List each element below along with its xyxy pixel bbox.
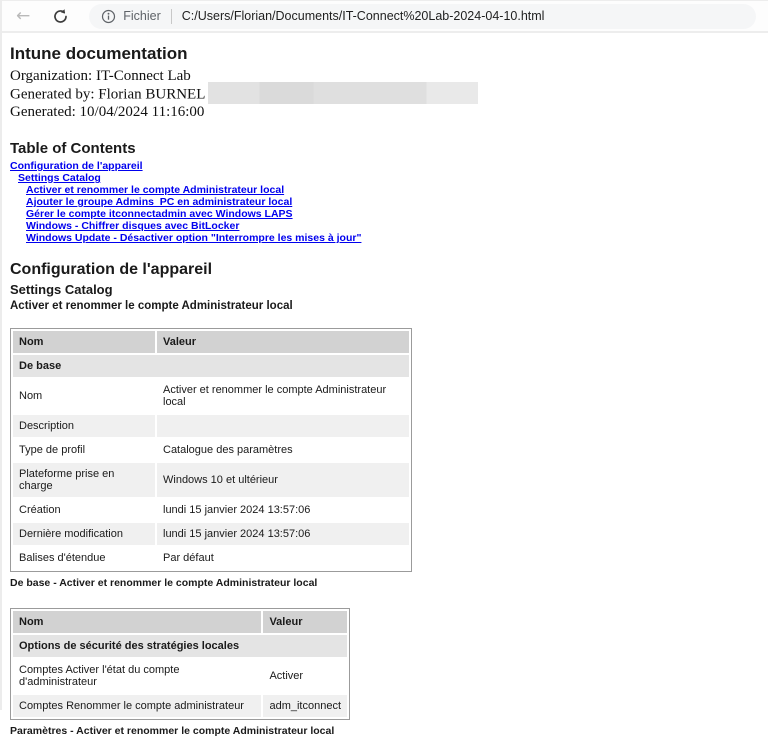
section-heading: Configuration de l'appareil bbox=[10, 261, 213, 278]
table-caption: De base - Activer et renommer le compte Administrateur local bbox=[10, 577, 318, 589]
generated-date-line: Generated: 10/04/2024 11:16:00 bbox=[10, 103, 205, 120]
toc-link[interactable]: Configuration de l'appareil bbox=[10, 160, 143, 172]
redacted-blur bbox=[208, 82, 478, 104]
toc-list bbox=[10, 160, 754, 244]
browser-toolbar bbox=[0, 0, 768, 33]
window-edge bbox=[0, 0, 2, 710]
table-row bbox=[13, 415, 409, 437]
table-cell: Valeur bbox=[263, 611, 347, 633]
table-cell: Activer et renommer le compte Administrateur local bbox=[157, 379, 409, 413]
table-cell: Dernière modification bbox=[13, 523, 155, 545]
url-text[interactable]: C:/Users/Florian/Documents/IT-Connect%20Lab-2024-04-10.html bbox=[181, 9, 545, 23]
organization-line: Organization: IT-Connect Lab bbox=[10, 68, 191, 84]
table-row bbox=[13, 463, 409, 497]
url-scheme-label: Fichier bbox=[123, 9, 161, 23]
table-header-row bbox=[13, 331, 409, 353]
toc-link[interactable]: Windows Update - Désactiver option "Interrompre les mises à jour" bbox=[26, 232, 362, 244]
table-row bbox=[13, 379, 409, 413]
address-separator bbox=[171, 9, 172, 24]
table-cell: Nom bbox=[13, 379, 155, 413]
table-section-row bbox=[13, 635, 347, 657]
table-row bbox=[13, 523, 409, 545]
table-header-row bbox=[13, 611, 347, 633]
table-cell: lundi 15 janvier 2024 13:57:06 bbox=[157, 523, 409, 545]
table-cell: Activer bbox=[263, 659, 347, 693]
table-cell: adm_itconnect bbox=[263, 695, 347, 717]
table-cell: Par défaut bbox=[157, 547, 409, 569]
table-cell: Nom bbox=[13, 331, 155, 353]
table-caption: Paramètres - Activer et renommer le compte Administrateur local bbox=[10, 725, 335, 737]
table-cell: Windows 10 et ultérieur bbox=[157, 463, 409, 497]
table-row bbox=[13, 547, 409, 569]
info-icon[interactable] bbox=[101, 9, 116, 24]
toc-link[interactable]: Activer et renommer le compte Administrateur local bbox=[26, 184, 285, 196]
table-cell: De base bbox=[13, 355, 409, 377]
address-bar[interactable] bbox=[89, 4, 756, 29]
toc-link[interactable]: Gérer le compte itconnectadmin avec Windows LAPS bbox=[26, 208, 293, 220]
base-properties-table bbox=[10, 328, 412, 572]
table-row bbox=[13, 439, 409, 461]
table-cell: Comptes Renommer le compte administrateur bbox=[13, 695, 261, 717]
table-cell: Valeur bbox=[157, 331, 409, 353]
table-cell: Description bbox=[13, 415, 155, 437]
generated-by-text: Generated by: Florian BURNEL bbox=[10, 85, 206, 102]
table-cell: Plateforme prise en charge bbox=[13, 463, 155, 497]
toc-link[interactable]: Windows - Chiffrer disques avec BitLocker bbox=[26, 220, 240, 232]
subsection-heading: Settings Catalog bbox=[10, 282, 113, 297]
toc-title: Table of Contents bbox=[10, 140, 136, 157]
toc-link[interactable]: Settings Catalog bbox=[18, 172, 101, 184]
generated-by-line bbox=[10, 86, 754, 104]
settings-values-table bbox=[10, 608, 350, 720]
back-icon[interactable]: ← bbox=[16, 5, 31, 26]
refresh-icon[interactable] bbox=[52, 8, 69, 25]
table-cell: Options de sécurité des stratégies locales bbox=[13, 635, 347, 657]
table-cell: Création bbox=[13, 499, 155, 521]
table-cell: lundi 15 janvier 2024 13:57:06 bbox=[157, 499, 409, 521]
table-cell bbox=[157, 415, 409, 437]
policy-heading: Activer et renommer le compte Administrateur local bbox=[10, 300, 293, 312]
toc-link[interactable]: Ajouter le groupe Admins_PC en administrateur local bbox=[26, 196, 293, 208]
table-cell: Comptes Activer l'état du compte d'administrateur bbox=[13, 659, 261, 693]
table-section-row bbox=[13, 355, 409, 377]
document-body bbox=[0, 33, 768, 737]
table-cell: Nom bbox=[13, 611, 261, 633]
table-cell: Catalogue des paramètres bbox=[157, 439, 409, 461]
table-row bbox=[13, 499, 409, 521]
table-cell: Type de profil bbox=[13, 439, 155, 461]
table-row bbox=[13, 695, 347, 717]
table-row bbox=[13, 659, 347, 693]
table-cell: Balises d'étendue bbox=[13, 547, 155, 569]
page-title: Intune documentation bbox=[10, 44, 188, 63]
